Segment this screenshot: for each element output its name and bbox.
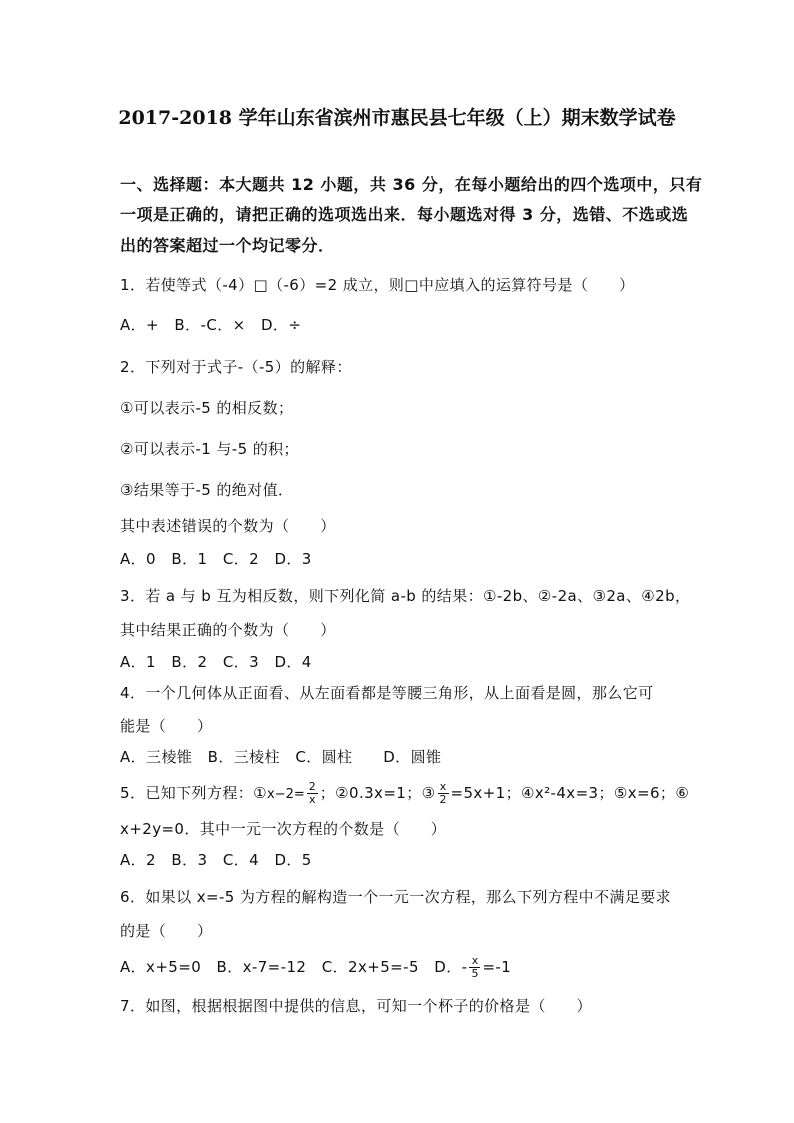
question-2-options: A．0 B．1 C．2 D．3 xyxy=(120,550,312,568)
equation-1-fraction xyxy=(307,781,318,806)
option-d-tail: =-1 xyxy=(482,958,512,976)
question-2-statement-3: ③结果等于-5 的绝对值． xyxy=(120,481,294,499)
question-3-stem: 3．若 a 与 b 互为相反数，则下列化简 a-b 的结果：①-2b、②-2a、③2a、④2b， xyxy=(120,587,691,605)
question-4-options: A．三棱锥 B．三棱柱 C．圆柱 D．圆锥 xyxy=(120,748,442,766)
option-d-fraction xyxy=(469,955,480,980)
question-5-stem-cont: x+2y=0．其中一元一次方程的个数是（ ） xyxy=(120,820,447,838)
question-4-stem: 4．一个几何体从正面看、从左面看都是等腰三角形，从上面看是圆，那么它可 xyxy=(120,684,654,702)
question-1-options: A．+ B．-C．× D．÷ xyxy=(120,316,302,334)
section-heading-line-2: 一项是正确的，请把正确的选项选出来．每小题选对得 3 分，选错、不选或选 xyxy=(120,205,689,224)
fraction-numerator: 2 xyxy=(308,780,316,793)
question-2-prompt: 其中表述错误的个数为（ ） xyxy=(120,517,336,535)
question-6-options-text: A．x+5=0 B．x-7=-12 C．2x+5=-5 D． xyxy=(120,958,462,976)
section-heading-line-1: 一、选择题：本大题共 12 小题，共 36 分，在每小题给出的四个选项中，只有 xyxy=(120,175,703,194)
equation-3-fraction xyxy=(438,781,449,806)
question-4-stem-cont: 能是（ ） xyxy=(120,717,213,735)
question-2-statement-2: ②可以表示-1 与-5 的积； xyxy=(120,440,299,458)
question-5-options: A．2 B．3 C．4 D．5 xyxy=(120,851,312,869)
question-5-rest: =5x+1；④x²-4x=3；⑤x=6；⑥ xyxy=(450,784,690,802)
fraction-numerator: x xyxy=(469,955,480,968)
question-6-stem-cont: 的是（ ） xyxy=(120,922,213,940)
question-5-stem xyxy=(120,781,689,806)
question-2-statement-1: ①可以表示-5 的相反数； xyxy=(120,399,294,417)
equation-1-left: x−2= xyxy=(267,787,305,802)
fraction-denominator: 2 xyxy=(439,793,447,806)
question-1-stem: 1．若使等式（-4）□（-6）=2 成立，则□中应填入的运算符号是（ ） xyxy=(120,276,635,294)
question-6-stem: 6．如果以 x=-5 为方程的解构造一个一元一次方程，那么下列方程中不满足要求 xyxy=(120,888,672,906)
fraction-numerator: x xyxy=(438,781,449,794)
question-6-options xyxy=(120,955,511,980)
fraction-denominator: x xyxy=(308,793,316,806)
exam-title: 2017-2018 学年山东省滨州市惠民县七年级（上）期末数学试卷 xyxy=(118,107,676,129)
fraction-denominator: 5 xyxy=(471,967,479,980)
question-3-options: A．1 B．2 C．3 D．4 xyxy=(120,653,312,671)
question-3-stem-cont: 其中结果正确的个数为（ ） xyxy=(120,621,336,639)
question-5-prefix: 5．已知下列方程：① xyxy=(120,784,267,802)
question-5-mid: ；②0.3x=1；③ xyxy=(319,784,436,802)
question-2-stem: 2．下列对于式子-（-5）的解释： xyxy=(120,358,352,376)
option-d-sign: - xyxy=(461,958,468,976)
section-heading-line-3: 出的答案超过一个均记零分． xyxy=(120,236,335,255)
question-7-stem: 7．如图，根据根据图中提供的信息，可知一个杯子的价格是（ ） xyxy=(120,997,592,1015)
